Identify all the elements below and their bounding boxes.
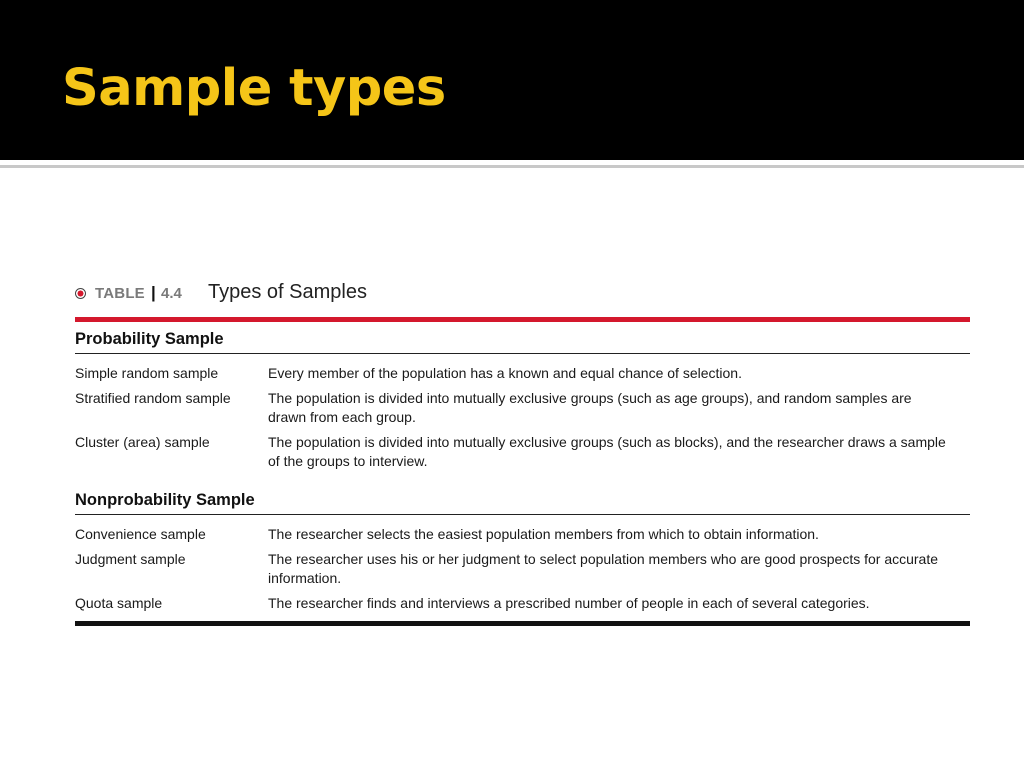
- sample-definition: The researcher uses his or her judgment to select population members who are good prospects for accurate information.: [268, 551, 939, 586]
- table-row: [75, 550, 970, 588]
- slide-title: Sample types: [62, 59, 446, 118]
- section-probability: [75, 322, 970, 471]
- table-number: 4.4: [161, 285, 182, 302]
- table-bottom-rule: [75, 621, 970, 626]
- sample-term: Cluster (area) sample: [75, 434, 210, 450]
- table-row: [75, 525, 970, 544]
- table-row: [75, 364, 970, 383]
- table-separator: |: [151, 283, 156, 302]
- table-row: [75, 433, 970, 471]
- table-bullet-icon: [75, 288, 86, 299]
- table-header: [75, 278, 970, 312]
- sample-definition: The population is divided into mutually exclusive groups (such as blocks), and the researcher draws a sample of the groups to interview.: [268, 434, 946, 469]
- sample-term: Judgment sample: [75, 551, 186, 567]
- sample-term: Stratified random sample: [75, 390, 231, 406]
- sample-term: Quota sample: [75, 595, 163, 611]
- sample-term: Convenience sample: [75, 526, 206, 542]
- sample-definition: The researcher selects the easiest population members from which to obtain information.: [268, 526, 819, 542]
- table-row: [75, 389, 970, 427]
- title-divider: [0, 165, 1024, 168]
- table-label: TABLE: [95, 285, 145, 302]
- sample-definition: Every member of the population has a known and equal chance of selection.: [268, 365, 742, 381]
- section-heading: Probability Sample: [75, 322, 970, 354]
- title-bar: [0, 0, 1024, 160]
- section-nonprobability: [75, 483, 970, 613]
- sample-term: Simple random sample: [75, 365, 219, 381]
- section-heading: Nonprobability Sample: [75, 483, 970, 515]
- table-row: [75, 594, 970, 613]
- sample-definition: The population is divided into mutually exclusive groups (such as age groups), and random samples are drawn from each group.: [268, 390, 912, 425]
- samples-table: [75, 278, 970, 626]
- sample-definition: The researcher finds and interviews a prescribed number of people in each of several categories.: [268, 595, 870, 611]
- table-title: Types of Samples: [208, 281, 367, 303]
